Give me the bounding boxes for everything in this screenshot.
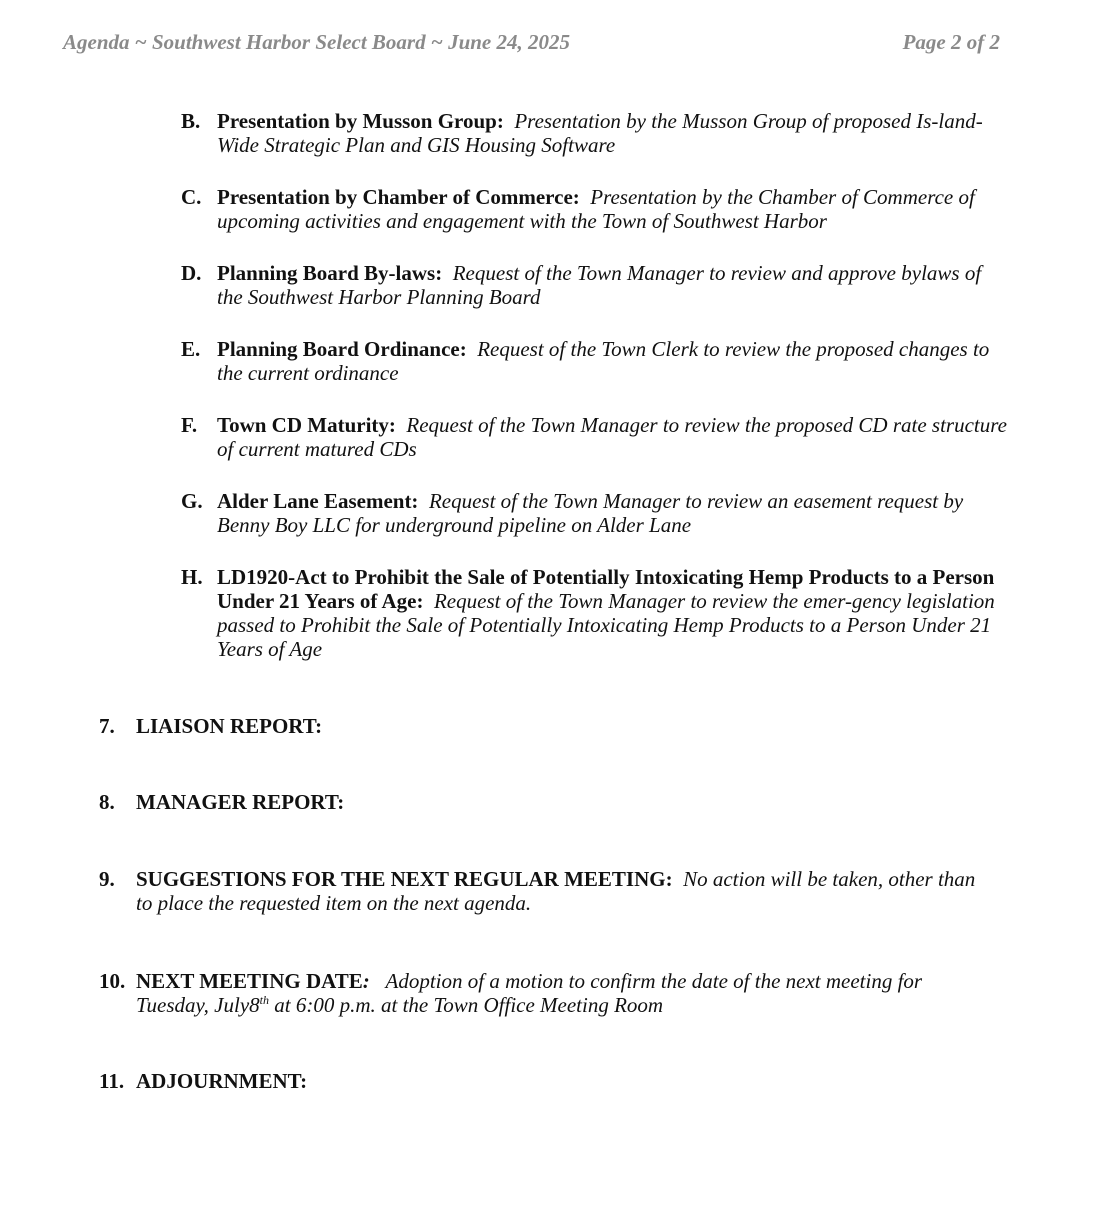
item-title: Planning Board By-laws:	[217, 261, 443, 285]
item-description: Request of the Town Clerk to review the proposed changes to the current ordinance	[217, 337, 990, 385]
item-title: Planning Board Ordinance:	[217, 337, 467, 361]
agenda-sub-item-c	[181, 185, 1011, 233]
item-description: Request of the Town Manager to review and approve bylaws of the Southwest Harbor Planning Board	[217, 261, 982, 309]
item-description: Presentation by the Musson Group of proposed Is-land-Wide Strategic Plan and GIS Housing Software	[217, 109, 983, 157]
item-description-start: Adoption of a motion to confirm the date of the next meeting for Tuesday, July8	[136, 969, 923, 1017]
item-title: MANAGER REPORT:	[136, 790, 345, 814]
page-header	[63, 30, 1000, 55]
item-letter: E.	[181, 337, 201, 361]
agenda-sub-item-e	[181, 337, 1011, 385]
agenda-sub-item-f	[181, 413, 1011, 461]
item-title: NEXT MEETING DATE	[136, 969, 363, 993]
item-description: Request of the Town Manager to review the emer-gency legislation passed to Prohibit the Sale of Potentially Intoxicating Hemp Products to a Person Under 21 Years of Age	[217, 589, 995, 661]
item-number: 9.	[99, 867, 115, 891]
item-description: Request of the Town Manager to review an easement request by Benny Boy LLC for underground pipeline on Alder Lane	[217, 489, 964, 537]
item-number: 10.	[99, 969, 126, 993]
agenda-item-8	[99, 790, 979, 814]
item-number: 7.	[99, 714, 115, 738]
item-title: LD1920-Act to Prohibit the Sale of Potentially Intoxicating Hemp Products to a Person Under 21 Years of Age:	[217, 565, 995, 613]
agenda-sub-item-h	[181, 565, 1011, 661]
agenda-sub-item-d	[181, 261, 1011, 309]
item-number: 11.	[99, 1069, 125, 1093]
item-description-end: at 6:00 p.m. at the Town Office Meeting Room	[269, 993, 664, 1017]
item-title: Town CD Maturity:	[217, 413, 396, 437]
item-title: Presentation by Chamber of Commerce:	[217, 185, 580, 209]
item-number: 8.	[99, 790, 115, 814]
item-title: SUGGESTIONS FOR THE NEXT REGULAR MEETING:	[136, 867, 673, 891]
item-title: ADJOURNMENT:	[136, 1069, 308, 1093]
agenda-item-7	[99, 714, 979, 738]
item-letter: B.	[181, 109, 201, 133]
agenda-sub-item-b	[181, 109, 1011, 157]
page-number: Page 2 of 2	[902, 30, 1000, 54]
agenda-item-9	[99, 867, 979, 915]
item-letter: G.	[181, 489, 203, 513]
agenda-item-10	[99, 969, 979, 1017]
header-title: Agenda ~ Southwest Harbor Select Board ~ June 24, 2025	[63, 30, 570, 54]
item-letter: H.	[181, 565, 203, 589]
item-description: No action will be taken, other than to place the requested item on the next agenda.	[136, 867, 976, 915]
item-title: LIAISON REPORT:	[136, 714, 323, 738]
agenda-sub-item-g	[181, 489, 1011, 537]
item-letter: D.	[181, 261, 202, 285]
item-title-colon: :	[362, 969, 370, 993]
date-ordinal-suffix: th	[259, 993, 269, 1007]
item-title: Presentation by Musson Group:	[217, 109, 504, 133]
item-title: Alder Lane Easement:	[217, 489, 419, 513]
item-description: Request of the Town Manager to review the proposed CD rate structure of current matured CDs	[217, 413, 1007, 461]
item-description: Presentation by the Chamber of Commerce of upcoming activities and engagement with the Town of Southwest Harbor	[217, 185, 975, 233]
item-letter: C.	[181, 185, 202, 209]
agenda-item-11	[99, 1069, 979, 1093]
item-letter: F.	[181, 413, 198, 437]
